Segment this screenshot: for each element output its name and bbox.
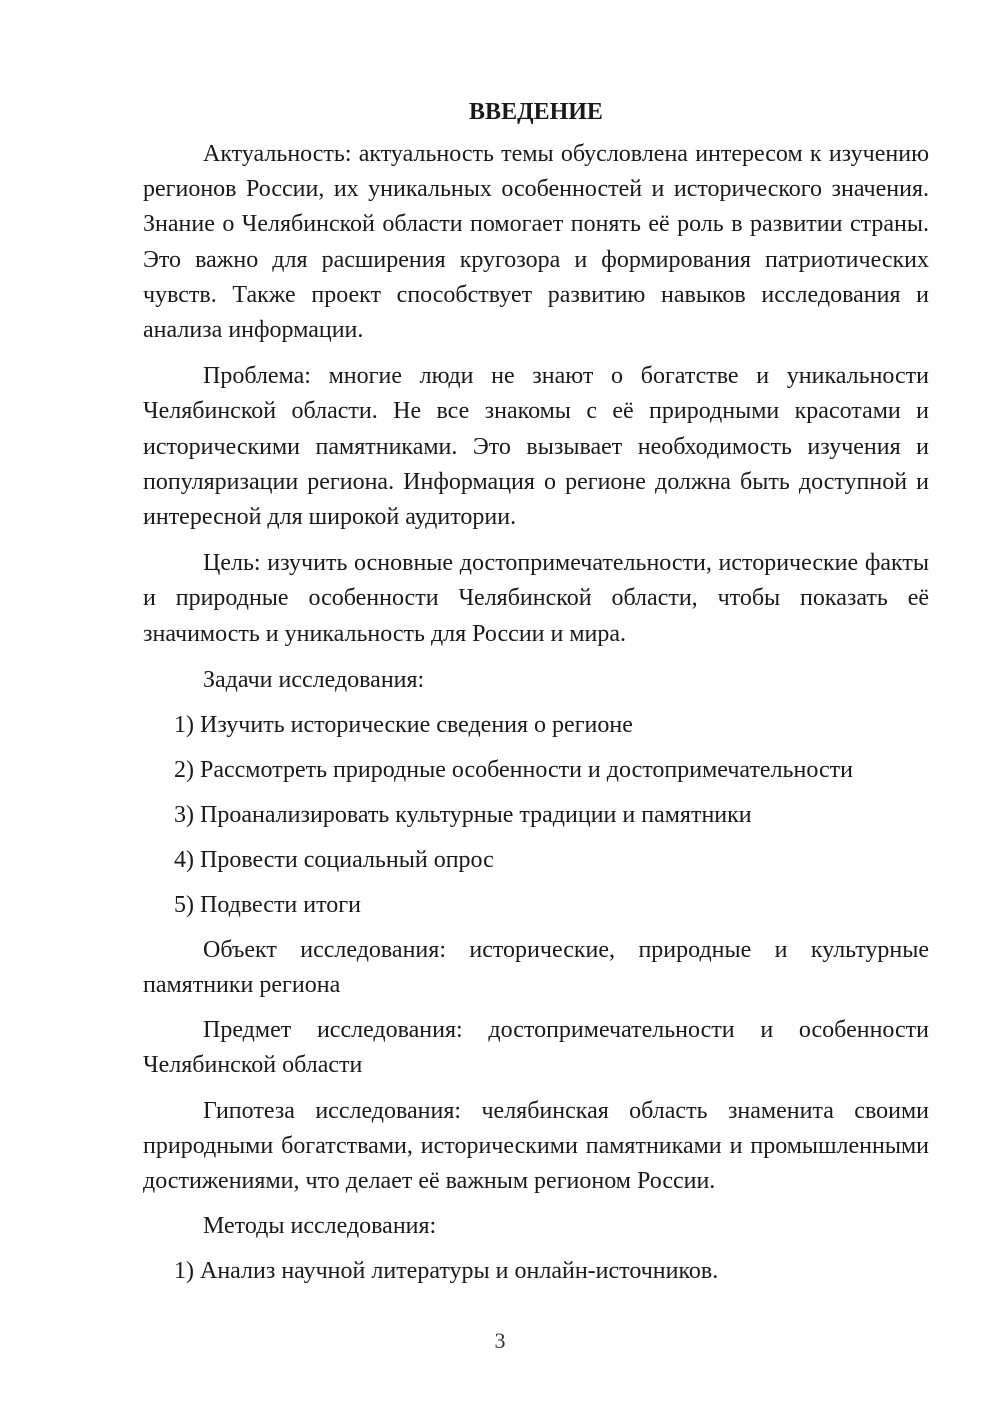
methods-list xyxy=(143,1254,929,1289)
methods-heading: Методы исследования: xyxy=(203,1213,437,1240)
problem-paragraph: Проблема: многие люди не знают о богатстве и уникальности Челябинской области. Не все знакомы с её природными красотами и историческими памятниками. Это вызывает необходимость изучения и популяризации региона. Информация о регионе должна быть доступной и интересной для широкой аудитории. xyxy=(143,363,929,531)
page-body xyxy=(143,95,929,1299)
task-item: 5) Подвести итоги xyxy=(174,891,361,918)
hypothesis-paragraph: Гипотеза исследования: челябинская область знаменита своими природными богатствами, историческими памятниками и промышленными достижениями, что делает её важным регионом России. xyxy=(143,1097,929,1195)
relevance-paragraph: Актуальность: актуальность темы обусловлена интересом к изучению регионов России, их уникальных особенностей и исторического значения. Знание о Челябинской области помогает понять её роль в развитии страны. Это важно для расширения кругозора и формирования патриотических чувств. Также проект способствует развитию навыков исследования и анализа информации. xyxy=(143,141,929,344)
tasks-list xyxy=(143,708,929,923)
page-title: ВВЕДЕНИЕ xyxy=(469,99,603,125)
subject-paragraph: Предмет исследования: достопримечательности и особенности Челябинской области xyxy=(143,1017,929,1079)
tasks-heading: Задачи исследования: xyxy=(203,666,425,693)
task-item: 1) Изучить исторические сведения о регионе xyxy=(174,711,633,738)
object-paragraph: Объект исследования: исторические, природные и культурные памятники региона xyxy=(143,936,929,999)
task-item: 3) Проанализировать культурные традиции и памятники xyxy=(174,801,752,828)
task-item: 4) Провести социальный опрос xyxy=(174,846,494,873)
method-item: 1) Анализ научной литературы и онлайн-источников. xyxy=(174,1258,719,1285)
task-item: 2) Рассмотреть природные особенности и достопримечательности xyxy=(174,756,853,783)
goal-paragraph: Цель: изучить основные достопримечательности, исторические факты и природные особенности Челябинской области, чтобы показать её значимость и уникальность для России и мира. xyxy=(143,550,929,647)
page-number: 3 xyxy=(494,1328,506,1353)
